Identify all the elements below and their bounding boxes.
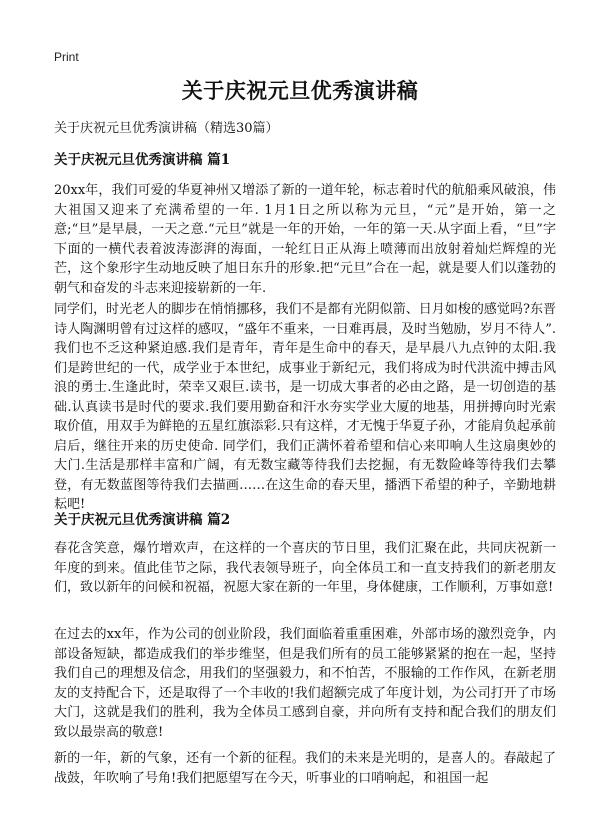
- paragraph: 在过去的xx年，作为公司的创业阶段，我们面临着重重困难，外部市场的激烈竞争，内部设备短缺，都造成我们的举步维坚，但是我们所有的员工能够紧紧的抱在一起，坚持我们自己的理想及信念，用我们的坚强毅力，和不怕苦，不服输的工作作风，在新老朋友的支持配合下，还是取得了一个丰收的!我们超额完成了年度计划，为公司打开了市场大门，这就是我们的胜利，我为全体员工感到自豪，并向所有支持和配合我们的朋友们致以最崇高的敬意!: [54, 627, 556, 740]
- page-title: 关于庆祝元旦优秀演讲稿: [181, 78, 419, 103]
- page-subtitle: 关于庆祝元旦优秀演讲稿（精选30篇）: [54, 121, 279, 136]
- paragraph: 20xx年，我们可爱的华夏神州又增添了新的一道年轮，标志着时代的航船乘风破浪，伟大祖国又迎来了充满希望的一年. 1月1日之所以称为元旦，“元”是开始，第一之意;“旦”是早晨，一天之意.“元旦”就是一年的开始，一年的第一天.从字面上看，“旦”字下面的一横代表着波涛澎湃的海面，一轮红日正从海上喷薄而出放射着灿烂辉煌的光芒，这个象形字生动地反映了旭日东升的形象.把“元旦”合在一起，就是要人们以蓬勃的朝气和奋发的斗志来迎接崭新的一年.: [54, 183, 556, 296]
- section-heading-1: 关于庆祝元旦优秀演讲稿 篇1: [54, 152, 231, 168]
- section-heading-2: 关于庆祝元旦优秀演讲稿 篇2: [54, 512, 231, 528]
- print-link[interactable]: Print: [54, 50, 79, 64]
- paragraph: 春花含笑意，爆竹增欢声，在这样的一个喜庆的节日里，我们汇聚在此，共同庆祝新一年度的到来。值此佳节之际，我代表领导班子，向全体员工和一直支持我们的新老朋友们，致以新年的问候和祝福，祝愿大家在新的一年里，身体健康，工作顺利，万事如意!: [54, 541, 556, 595]
- paragraph: 同学们，时光老人的脚步在悄悄挪移，我们不是都有光阴似箭、日月如梭的感觉吗?东晋诗人陶渊明曾有过这样的感叹，“盛年不重来，一日难再晨，及时当勉励，岁月不待人”.我们也不乏这种紧迫感.我们是青年，青年是生命中的春天，是早晨八九点钟的太阳.我们是跨世纪的一代，成学业于本世纪，成事业于新纪元，我们将成为时代洪流中搏击风浪的勇士.生逢此时，荣幸又艰巨.读书，是一切成大事者的必由之路，是一切创造的基础.认真读书是时代的要求.我们要用勤奋和汗水夯实学业大厦的地基，用拼搏向时光索取价值，用双手为鲜艳的五星红旗添彩.只有这样，才无愧于华夏子孙，才能肩负起承前启后，继往开来的历史使命. 同学们，我们正满怀着希望和信心来叩响人生这扇奥妙的大门.生活是那样丰富和广阔，有无数宝藏等待我们去挖掘，有无数险峰等待我们去攀登，有无数蓝图等待我们去描画……在这生命的春天里，播洒下希望的种子，辛勤地耕耘吧!: [54, 302, 556, 512]
- paragraph: 新的一年，新的气象，还有一个新的征程。我们的未来是光明的，是喜人的。春敲起了战鼓，年吹响了号角!我们把愿望写在今天，听事业的口哨响起，和祖国一起: [54, 751, 556, 786]
